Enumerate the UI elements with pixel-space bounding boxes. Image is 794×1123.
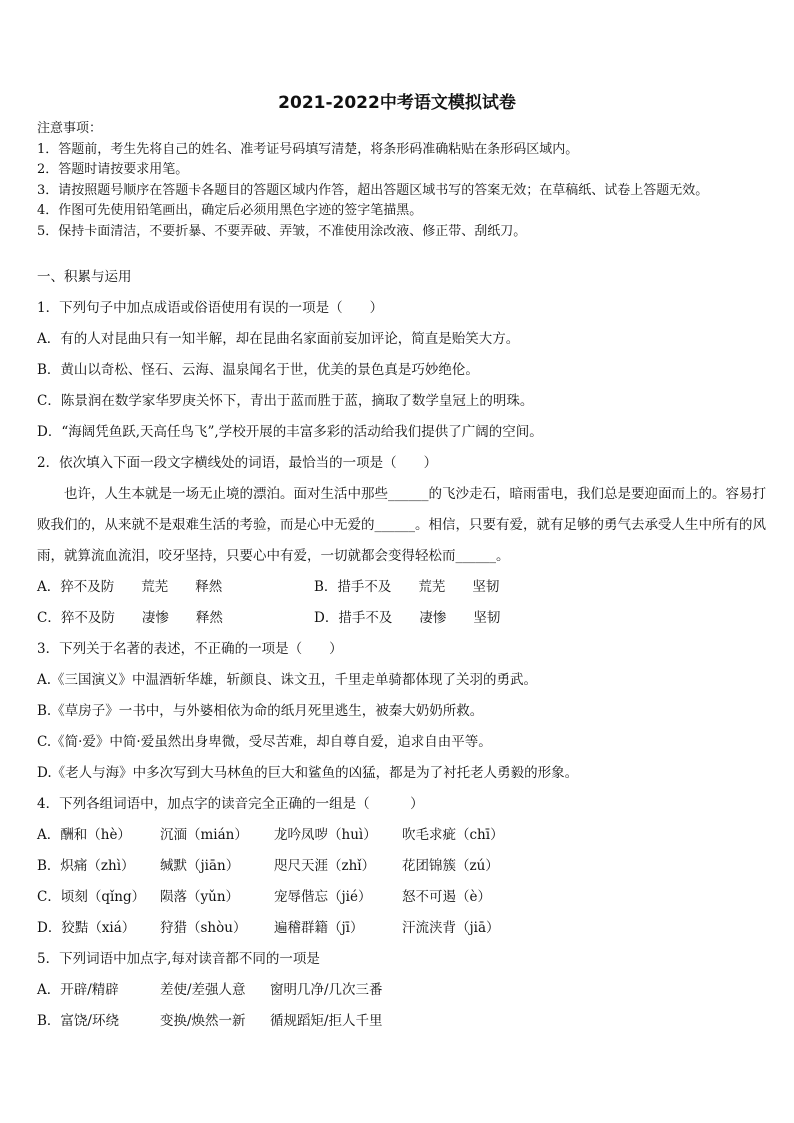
q4-word: 缄默（jiān） (160, 858, 240, 874)
section-heading: 一、积累与运用 (37, 269, 132, 285)
notice-item: 3．请按照题号顺序在答题卡各题目的答题区域内作答，超出答题区域书写的答案无效；在草稿纸、试卷上答题无效。 (37, 182, 709, 198)
q4-word: B．炽痛（zhì） (37, 858, 135, 874)
q4-option-b (37, 851, 777, 882)
q3-stem: 3．下列关于名著的表述，不正确的一项是（ ） (37, 641, 343, 657)
q5-option-b (37, 1006, 777, 1037)
notice-block (37, 119, 777, 242)
q4-word: 陨落（yǔn） (160, 889, 240, 905)
q4-word: C．顷刻（qǐng） (37, 889, 146, 905)
q4-word: 狩猎（shòu） (160, 920, 247, 936)
q4-word: D．狡黠（xiá） (37, 920, 136, 936)
q2-option-b: B．措手不及 荒芜 坚韧 (314, 579, 500, 595)
q5-word: B．富饶/环绕 (37, 1013, 119, 1029)
notice-heading: 注意事项： (37, 121, 103, 136)
q3-option-b: B.《草房子》一书中，与外婆相依为命的纸月死里逃生，被秦大奶奶所救。 (37, 703, 484, 719)
q4-option-a (37, 820, 777, 851)
q2-options-row (37, 603, 777, 634)
notice-item: 1．答题前，考生先将自己的姓名、准考证号码填写清楚，将条形码准确粘贴在条形码区域内。 (37, 141, 579, 157)
q1-stem: 1．下列句子中加点成语或俗语使用有误的一项是（ ） (37, 300, 384, 316)
q4-stem: 4．下列各组词语中，加点字的读音完全正确的一组是（ ） (37, 796, 424, 812)
notice-item: 5．保持卡面清洁，不要折暴、不要弄破、弄皱，不准使用涂改液、修正带、刮纸刀。 (37, 223, 527, 239)
q3-option-c: C.《简·爱》中简·爱虽然出身卑微，受尽苦难，却自尊自爱，追求自由平等。 (37, 734, 492, 750)
q2-passage: 也许，人生本就是一场无止境的漂泊。面对生活中那些______的飞沙走石，暗雨雷电，我们总是要迎面而上的。容易打败我们的，从来就不是艰难生活的考验，而是心中无爱的______。相信，只要有爱，就有足够的勇气去承受人生中所有的风雨，就算流血流泪，咬牙坚持，只要心中有爱，一切就都会变得轻松而______。 (37, 486, 766, 564)
q4-word: 花团锦簇（zú） (402, 858, 499, 874)
exam-title: 2021-2022中考语文模拟试卷 (278, 93, 516, 113)
q2-stem: 2．依次填入下面一段文字横线处的词语，最恰当的一项是（ ） (37, 455, 438, 471)
q4-word: 宠辱偕忘（jié） (274, 889, 372, 905)
q4-word: 怒不可遏（è） (402, 889, 491, 905)
q2-option-a: A．猝不及防 荒芜 释然 (37, 579, 223, 595)
q4-word: A．酬和（hè） (37, 827, 131, 843)
q1-option-c: C．陈景润在数学家华罗庚关怀下，青出于蓝而胜于蓝，摘取了数学皇冠上的明珠。 (37, 393, 534, 409)
q4-word: 遍稽群籍（jī） (274, 920, 364, 936)
q4-word: 汗流浃背（jiā） (402, 920, 500, 936)
q3-option-a: A.《三国演义》中温酒斩华雄，斩颜良、诛文丑，千里走单骑都体现了关羽的勇武。 (37, 672, 538, 688)
q4-word: 龙吟凤哕（huì） (274, 827, 377, 843)
q1-option-b: B．黄山以奇松、怪石、云海、温泉闻名于世，优美的景色真是巧妙绝伦。 (37, 362, 479, 378)
q3-option-d: D.《老人与海》中多次写到大马林鱼的巨大和鲨鱼的凶猛，都是为了衬托老人勇毅的形象。 (37, 765, 579, 781)
q4-word: 咫尺天涯（zhǐ） (274, 858, 376, 874)
q1-option-d: D．“海阔凭鱼跃,天高任鸟飞”,学校开展的丰富多彩的活动给我们提供了广阔的空间。 (37, 424, 543, 440)
q5-stem: 5．下列词语中加点字,每对读音都不同的一项是 (37, 951, 320, 967)
q4-option-c (37, 882, 777, 913)
q2-options-row (37, 572, 777, 603)
q2-option-d: D．措手不及 凄惨 坚韧 (314, 610, 501, 626)
q5-option-a (37, 975, 777, 1006)
q1-option-a: A．有的人对昆曲只有一知半解，却在昆曲名家面前妄加评论，简直是贻笑大方。 (37, 331, 520, 347)
question-body (37, 262, 777, 1037)
q5-word: 变换/焕然一新 (160, 1013, 246, 1029)
q5-word: 循规蹈矩/拒人千里 (270, 1013, 383, 1029)
notice-item: 4．作图可先使用铅笔画出，确定后必须用黑色字迹的签字笔描黑。 (37, 203, 423, 218)
q5-word: A．开辟/精辟 (37, 982, 119, 998)
notice-item: 2．答题时请按要求用笔。 (37, 162, 189, 177)
q4-word: 吹毛求疵（chī） (402, 827, 504, 843)
q4-word: 沉湎（mián） (160, 827, 248, 843)
q2-option-c: C．猝不及防 凄惨 释然 (37, 610, 223, 626)
q4-option-d (37, 913, 777, 944)
q5-word: 窗明几净/几次三番 (270, 982, 383, 998)
q5-word: 差使/差强人意 (160, 982, 246, 998)
